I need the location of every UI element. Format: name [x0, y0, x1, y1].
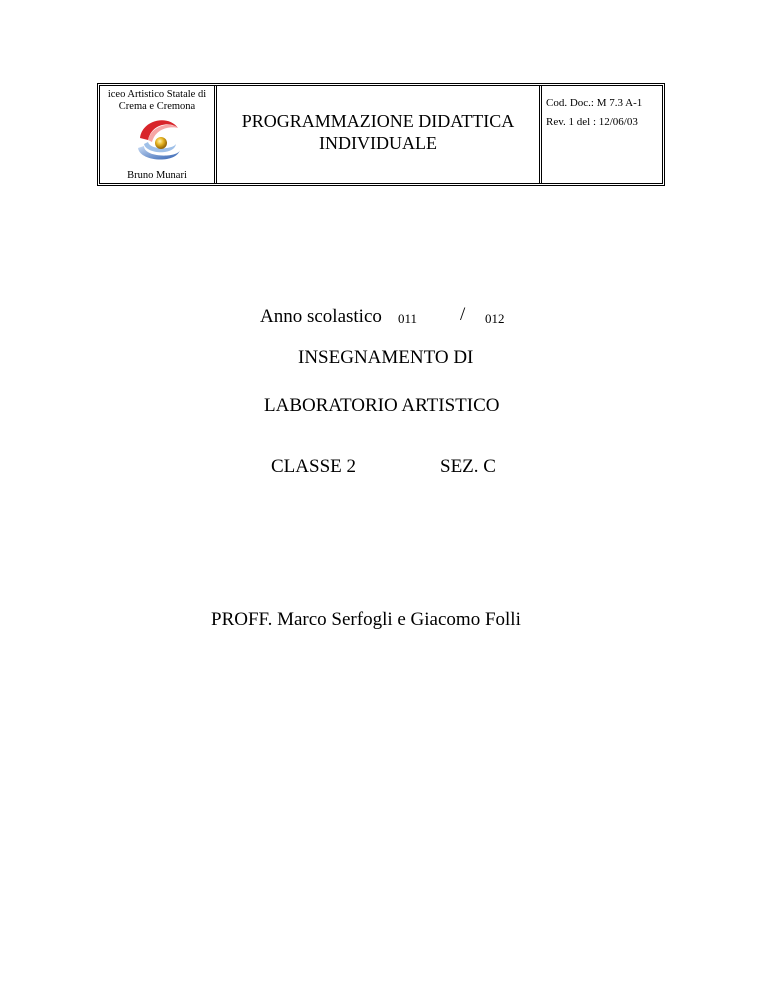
- school-subtitle: Bruno Munari: [127, 170, 187, 181]
- anno-start: 011: [398, 311, 418, 326]
- school-logo-icon: [134, 114, 184, 166]
- school-name: iceo Artistico Statale di Crema e Cremona: [107, 89, 207, 112]
- document-header: [97, 83, 665, 186]
- document-code: Cod. Doc.: M 7.3 A-1: [546, 97, 643, 109]
- anno-label: Anno scolastico: [260, 306, 382, 327]
- doc-info-cell: [542, 86, 662, 183]
- anno-separator: /: [460, 304, 466, 325]
- document-title-line2: INDIVIDUALE: [319, 133, 437, 153]
- title-cell: [217, 86, 542, 183]
- materia: LABORATORIO ARTISTICO: [264, 395, 500, 416]
- document-revision: Rev. 1 del : 12/06/03: [546, 116, 638, 128]
- document-title: [217, 110, 539, 154]
- anno-end: 012: [485, 311, 505, 326]
- school-cell: [100, 86, 217, 183]
- sezione: SEZ. C: [440, 456, 496, 477]
- insegnamento-label: INSEGNAMENTO DI: [298, 347, 474, 368]
- professori: PROFF. Marco Serfogli e Giacomo Folli: [211, 609, 521, 630]
- document-title-line1: PROGRAMMAZIONE DIDATTICA: [241, 111, 515, 131]
- classe: CLASSE 2: [271, 456, 356, 477]
